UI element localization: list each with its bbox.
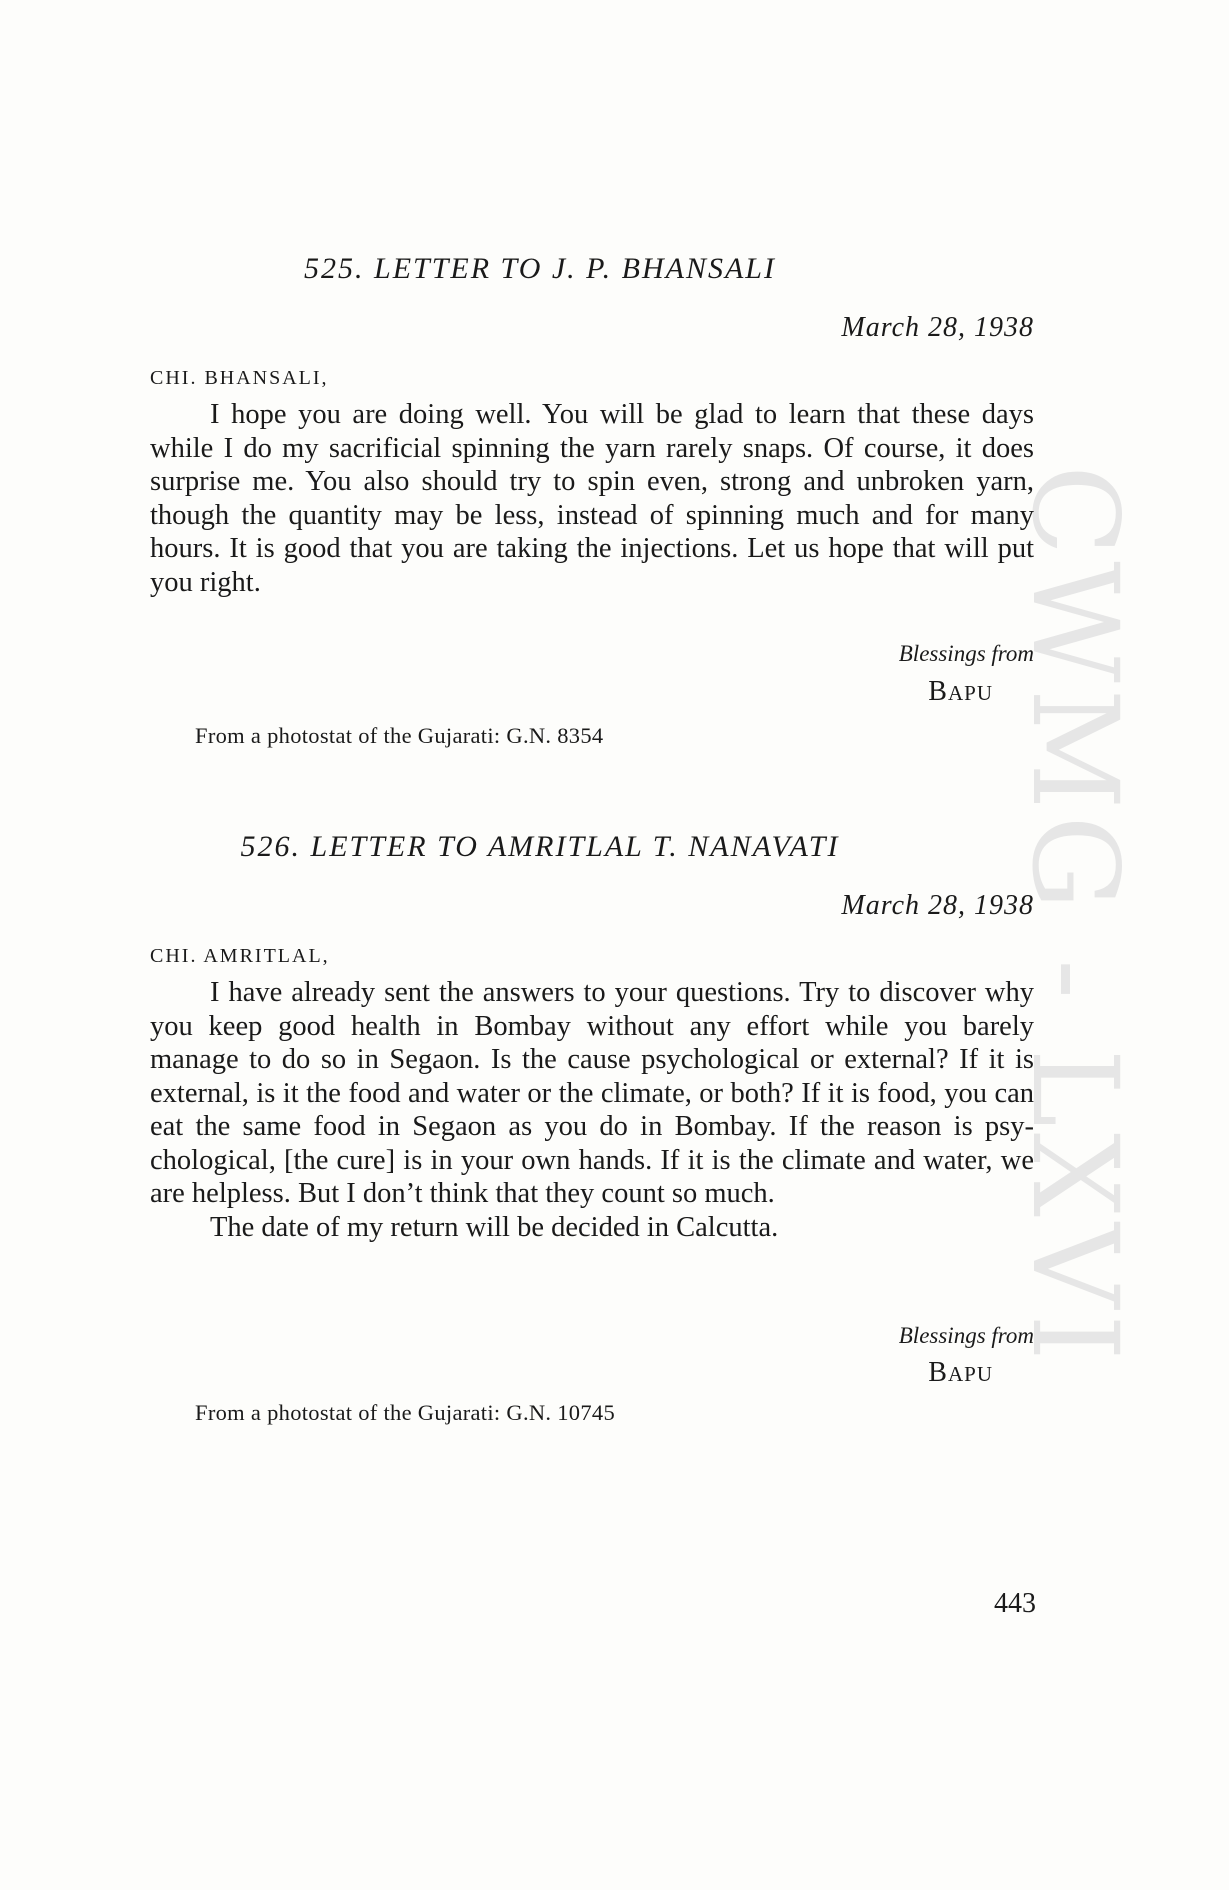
signature-initial: B (928, 1357, 948, 1388)
letter-closing: Blessings from (898, 641, 1034, 666)
letter-body (150, 398, 1034, 599)
letter-closing: Blessings from (898, 1323, 1034, 1348)
letter-paragraph: I hope you are doing well. You will be glad to learn that these days while I do my sacrificial spinning the yarn rarely snaps. Of course, it does surprise me. You also should try to spin even, strong and unbroken yarn, though the quantity may be less, instead of spinning much and for many hours. It is good that you are taking the injections. Let us hope that will put you right. (150, 399, 1034, 598)
watermark (1006, 465, 1144, 1435)
letter-paragraph: The date of my return will be decided in Calcutta. (210, 1211, 779, 1243)
letter-date: March 28, 1938 (841, 312, 1034, 343)
letter-signature (928, 676, 993, 708)
letter-source: From a photostat of the Gujarati: G.N. 10745 (195, 1400, 616, 1425)
signature-rest: APU (947, 681, 993, 705)
watermark-text: CWMG - LXVI (1006, 465, 1144, 1367)
letter-source: From a photostat of the Gujarati: G.N. 8354 (195, 723, 604, 748)
letter-title: 525. LETTER TO J. P. BHANSALI (304, 252, 776, 285)
letter-signature (928, 1357, 993, 1389)
page-number: 443 (994, 1588, 1036, 1619)
letter-title: 526. LETTER TO AMRITLAL T. NANAVATI (240, 830, 840, 863)
signature-rest: APU (947, 1362, 993, 1386)
letter-body (150, 976, 1034, 1244)
letter-date: March 28, 1938 (841, 890, 1034, 921)
letter-salutation: CHI. BHANSALI, (150, 367, 329, 389)
signature-initial: B (928, 676, 948, 707)
letter-salutation: CHI. AMRITLAL, (150, 945, 330, 967)
letter-paragraph: I have already sent the answers to your questions. Try to discover why you keep good health in Bombay without any effort while you barely manage to do so in Segaon. Is the cause psychological or external? If it is external, is it the food and water or the climate, or both? If it is food, you can eat the same food in Segaon as you do in Bombay. If the reason is psy-chological, [the cure] is in your own hands. If it is the climate and water, we are helpless. But I don’t think that they count so much. (150, 977, 1034, 1209)
